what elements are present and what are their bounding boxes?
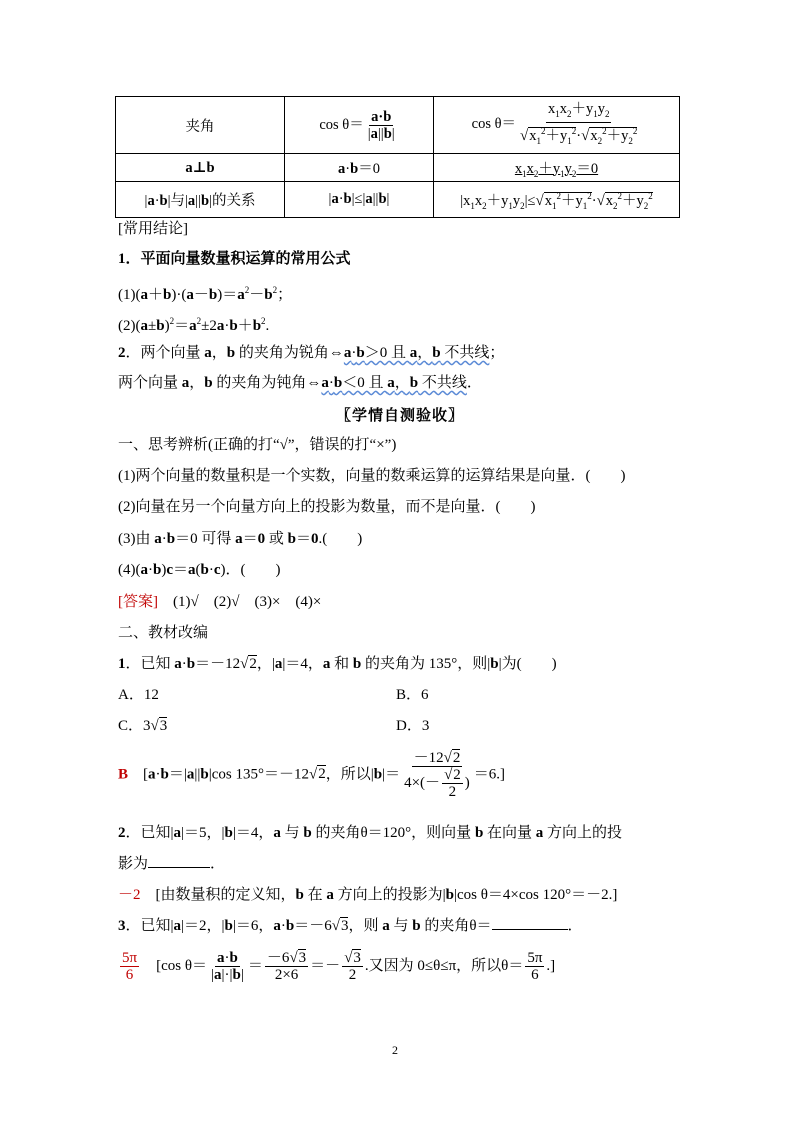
cell-angle-coord: cos θ＝ $\frac{x_1x_2+y_1y_2}{√x_1^2+y_1^2\cdot√x_2^2+y_2^2}$ (434, 97, 680, 154)
judge-answer (118, 591, 321, 613)
page-number: 2 (392, 1043, 398, 1057)
cell-perp-coord: $x_1x_2+y_1y_2=0$ (434, 154, 680, 182)
judge-q1: (1)两个向量的数量积是一个实数，向量的数乘运算的运算结果是向量．( ) (118, 468, 626, 484)
exercise-3-solution: $\frac{5\pi}{6}$ [cos θ＝ $\frac{a\cdot b}{|a|\cdot|b|}$ ＝ $\frac{-6√3}{2\times 6}$ ＝－ $\frac{√3}{2}$ .又因为 0≤θ≤π，所以θ＝ $\frac{5\pi}{6}$ .] (122, 950, 556, 984)
cell-angle-label: 夹角 (116, 97, 285, 154)
part1-title: 一、思考辨析(正确的打“√”，错误的打“×”) (118, 437, 397, 453)
conclusion-2-line1: 2．两个向量 a，b 的夹角为锐角⇔a·b＞0 且 a，b 不共线； (118, 345, 505, 361)
table-row-angle (116, 97, 680, 154)
formula-table (115, 96, 680, 218)
exercise-1-solution: B [a·b＝|a||b|cos 135°＝－12√2，所以|b|＝ －12√2 4×(－ $\frac{√2}{2}$ ) ＝6.] (118, 750, 506, 800)
judge-q3: (3)由 a·b＝0 可得 a＝0 或 b＝0.( ) (118, 531, 363, 547)
exercise-1-answer: B (118, 766, 129, 783)
cell-perp-formula: a·b＝0 (285, 154, 434, 182)
option-d: D．3 (396, 718, 430, 734)
option-b: B．6 (396, 687, 429, 703)
exercise-3: 3．已知|a|＝2，|b|＝6，a·b＝－6√3，则 a 与 b 的夹角θ＝ ． (118, 915, 583, 937)
cell-rel-coord: $|x_1x_2+y_1y_2|\le√x_1^2+y_1^2\cdot√x_2^2+y_2^2$ (434, 182, 680, 218)
conclusion-1-title: 1．平面向量数量积运算的常用公式 (118, 251, 351, 267)
cell-angle-formula: cos θ＝ $\frac{a\cdot b}{|a||b|}$ (285, 97, 434, 154)
exercise-3-answer: $\frac{5\pi}{6}$ (122, 950, 138, 984)
table-row-relation (116, 182, 680, 218)
option-a: A．12 (118, 687, 159, 703)
formula-2: $(2)(a\pm b)^2=a^2\pm 2a\cdot b+b^2$. (118, 316, 270, 334)
option-c: C．3√3 (118, 718, 168, 734)
conclusion-2-line2: 两个向量 a，b 的夹角为钝角⇔a·b＜0 且 a，b 不共线． (118, 375, 482, 391)
judge-q4: (4)(a·b)c＝a(b·c)．( ) (118, 562, 281, 578)
exercise-2-answer: －2 (118, 887, 141, 903)
table-row-perpendicular (116, 154, 680, 182)
answer-text: (1)√ (2)√ (3)× (4)× (173, 594, 322, 610)
exercise-2-line2: 影为 ． (118, 853, 225, 875)
exercise-2-solution: －2 [由数量积的定义知，b 在 a 方向上的投影为|b|cos θ＝4×cos 120°＝－2.] (118, 887, 618, 903)
cell-perp-label: a⊥b (116, 154, 285, 182)
judge-q2: (2)向量在另一个向量方向上的投影为数量，而不是向量．( ) (118, 499, 536, 515)
section-banner: 〖学情自测验收〗 (336, 406, 465, 424)
cell-rel-label: |a·b|与|a||b|的关系 (116, 182, 285, 218)
answer-tag: [答案] (118, 594, 158, 610)
formula-1: $(1)(a+b)\cdot(a-b)=a^2-b^2$； (118, 285, 293, 303)
section-heading: [常用结论] (118, 221, 188, 237)
cell-rel-formula: |a·b|≤|a||b| (285, 182, 434, 218)
exercise-2-line1: 2．已知|a|＝5，|b|＝4，a 与 b 的夹角θ＝120°，则向量 b 在向量 a 方向上的投 (118, 825, 623, 841)
exercise-1: 1．已知 a·b＝－12√2，|a|＝4，a 和 b 的夹角为 135°，则|b|为( ) (118, 656, 557, 672)
part2-title: 二、教材改编 (118, 625, 209, 641)
